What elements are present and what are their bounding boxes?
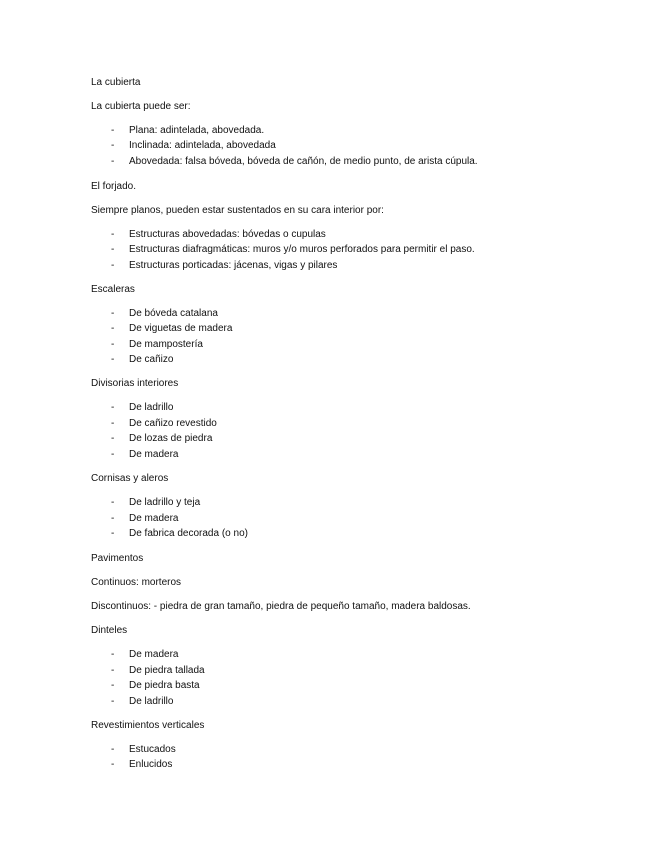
- list-item: [111, 244, 475, 256]
- list-item-text: De ladrillo y teja: [129, 497, 201, 508]
- list-item-text: Plana: adintelada, abovedada.: [129, 125, 265, 136]
- list-item: [111, 156, 478, 168]
- list-item-text: De fabrica decorada (o no): [129, 528, 248, 539]
- list-item: [111, 418, 217, 430]
- list-item-text: De madera: [129, 449, 179, 460]
- list-item-text: De bóveda catalana: [129, 308, 218, 319]
- pavimentos-continuos: Continuos: morteros: [91, 577, 182, 588]
- list-item: [111, 744, 176, 756]
- list-item: [111, 680, 200, 692]
- bullet-dash: -: [111, 449, 115, 460]
- list-item: [111, 323, 232, 335]
- heading-divisorias: Divisorias interiores: [91, 378, 179, 389]
- intro-cubierta: La cubierta puede ser:: [91, 101, 191, 112]
- list-item-text: Enlucidos: [129, 759, 173, 770]
- bullet-dash: -: [111, 680, 115, 691]
- bullet-dash: -: [111, 696, 115, 707]
- list-item-text: De madera: [129, 513, 179, 524]
- list-item: [111, 125, 264, 137]
- bullet-dash: -: [111, 354, 115, 365]
- bullet-dash: -: [111, 528, 115, 539]
- list-item: [111, 665, 205, 677]
- heading-cubierta: La cubierta: [91, 77, 141, 88]
- list-item: [111, 354, 173, 366]
- list-item: [111, 513, 178, 525]
- bullet-dash: -: [111, 665, 115, 676]
- heading-dinteles: Dinteles: [91, 625, 128, 636]
- heading-revestimientos: Revestimientos verticales: [91, 720, 205, 731]
- list-item-text: De madera: [129, 649, 179, 660]
- bullet-dash: -: [111, 125, 115, 136]
- list-item-text: De cañizo revestido: [129, 418, 217, 429]
- list-item: [111, 140, 276, 152]
- list-item-text: Estructuras porticadas: jácenas, vigas y pilares: [129, 260, 338, 271]
- list-item: [111, 449, 178, 461]
- bullet-dash: -: [111, 759, 115, 770]
- bullet-dash: -: [111, 323, 115, 334]
- list-item-text: De viguetas de madera: [129, 323, 233, 334]
- list-item: [111, 759, 172, 771]
- bullet-dash: -: [111, 260, 115, 271]
- bullet-dash: -: [111, 418, 115, 429]
- list-item-text: De mampostería: [129, 339, 203, 350]
- bullet-dash: -: [111, 156, 115, 167]
- heading-forjado: El forjado.: [91, 181, 137, 192]
- bullet-dash: -: [111, 433, 115, 444]
- list-item: [111, 229, 326, 241]
- bullet-dash: -: [111, 649, 115, 660]
- intro-forjado: Siempre planos, pueden estar sustentados en su cara interior por:: [91, 205, 384, 216]
- list-item: [111, 696, 173, 708]
- list-item-text: De piedra tallada: [129, 665, 205, 676]
- heading-escaleras: Escaleras: [91, 284, 135, 295]
- bullet-dash: -: [111, 339, 115, 350]
- list-item-text: De ladrillo: [129, 696, 174, 707]
- pavimentos-discontinuos: Discontinuos: - piedra de gran tamaño, piedra de pequeño tamaño, madera baldosas.: [91, 601, 471, 612]
- bullet-dash: -: [111, 308, 115, 319]
- list-item: [111, 649, 178, 661]
- list-item: [111, 402, 173, 414]
- list-item-text: Inclinada: adintelada, abovedada: [129, 140, 276, 151]
- list-item-text: De piedra basta: [129, 680, 200, 691]
- bullet-dash: -: [111, 229, 115, 240]
- bullet-dash: -: [111, 513, 115, 524]
- list-item: [111, 308, 218, 320]
- list-item-text: Abovedada: falsa bóveda, bóveda de cañón, de medio punto, de arista cúpula.: [129, 156, 478, 167]
- heading-cornisas: Cornisas y aleros: [91, 473, 169, 484]
- list-item: [111, 433, 212, 445]
- list-item: [111, 339, 203, 351]
- list-item-text: De cañizo: [129, 354, 174, 365]
- bullet-dash: -: [111, 497, 115, 508]
- bullet-dash: -: [111, 402, 115, 413]
- list-item-text: De ladrillo: [129, 402, 174, 413]
- list-item: [111, 497, 200, 509]
- list-item-text: Estucados: [129, 744, 176, 755]
- list-item-text: Estructuras diafragmáticas: muros y/o muros perforados para permitir el paso.: [129, 244, 475, 255]
- bullet-dash: -: [111, 744, 115, 755]
- list-item-text: Estructuras abovedadas: bóvedas o cupulas: [129, 229, 326, 240]
- list-item: [111, 260, 337, 272]
- bullet-dash: -: [111, 140, 115, 151]
- list-item: [111, 528, 248, 540]
- bullet-dash: -: [111, 244, 115, 255]
- heading-pavimentos: Pavimentos: [91, 553, 144, 564]
- list-item-text: De lozas de piedra: [129, 433, 213, 444]
